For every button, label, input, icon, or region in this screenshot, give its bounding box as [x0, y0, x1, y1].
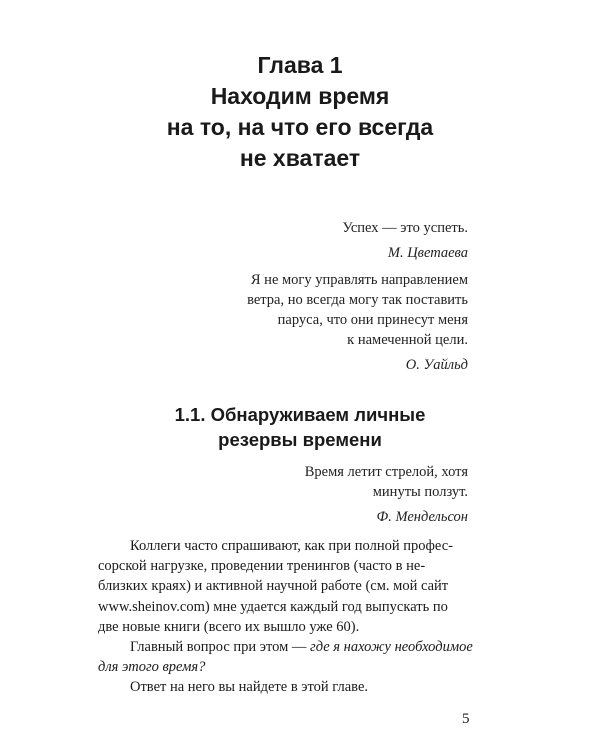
epigraph-author: Ф. Мендельсон [376, 509, 468, 525]
epigraph-text: ветра, но всегда могу так поставить [247, 292, 468, 308]
paragraph-line: Ответ на него вы найдете в этой главе. [130, 679, 369, 696]
section-heading [0, 402, 600, 452]
page-number: 5 [462, 711, 470, 727]
paragraph-line: www.sheinov.com) мне удается каждый год выпускать по [98, 598, 448, 615]
paragraph-line [98, 657, 482, 677]
paragraph-line: близких краях) и активной научной работе (см. мой сайт [98, 578, 449, 595]
chapter-title-line: на то, на что его всегда [166, 114, 434, 140]
epigraph-wilde [247, 270, 468, 375]
epigraph-author: О. Уайльд [405, 357, 468, 373]
paragraph-text: Главный вопрос при этом — [130, 639, 311, 656]
epigraph-text: паруса, что они принесут меня [277, 312, 468, 328]
section-heading-line: 1.1. Обнаруживаем личные [174, 404, 426, 425]
epigraph-text: Я не могу управлять направлением [250, 272, 468, 288]
epigraph-text: Время летит стрелой, хотя [304, 464, 468, 480]
paragraph-italic-text: для этого время? [98, 659, 206, 676]
chapter-title-line: не хватает [239, 145, 361, 171]
chapter-title-line: Находим время [210, 83, 390, 109]
body-text [98, 536, 482, 698]
epigraph-author: М. Цветаева [387, 245, 468, 261]
epigraph-mendelssohn [305, 462, 468, 527]
chapter-title [0, 50, 600, 174]
epigraph-text: к намеченной цели. [347, 332, 468, 348]
epigraph-text: Успех — это успеть. [342, 220, 468, 236]
section-heading-line: резервы времени [218, 429, 382, 450]
paragraph-line: две новые книги (всего их вышло уже 60). [98, 618, 360, 635]
epigraph-text: минуты ползут. [372, 484, 468, 500]
paragraph-line [98, 637, 482, 657]
chapter-title-line: Глава 1 [257, 52, 343, 78]
paragraph-line: сорской нагрузке, проведении тренингов (часто в не- [98, 558, 426, 575]
epigraph-tsvetaeva [342, 218, 468, 263]
paragraph-line: Коллеги часто спрашивают, как при полной профес- [130, 538, 453, 554]
paragraph-italic-text: где я нахожу необходимое [310, 639, 473, 656]
